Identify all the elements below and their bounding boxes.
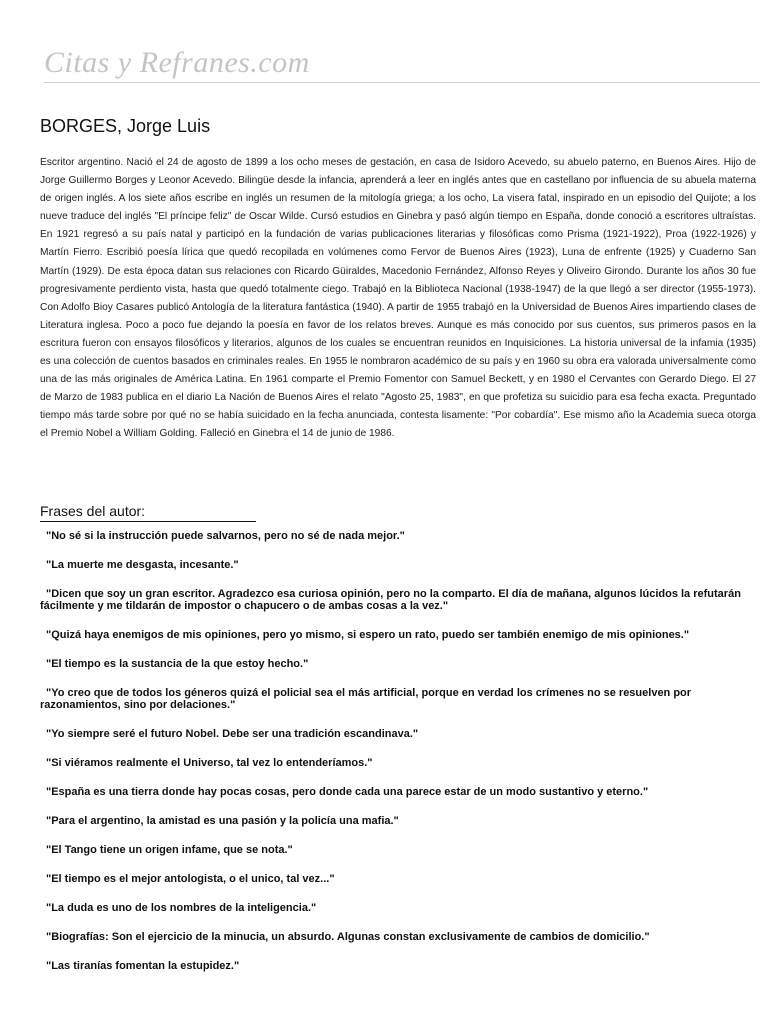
quote-item: "Para el argentino, la amistad es una pasión y la policía una mafia." [46, 815, 399, 827]
quote-item: "Si viéramos realmente el Universo, tal vez lo entenderíamos." [46, 757, 373, 769]
quote-item: "Dicen que soy un gran escritor. Agradezco esa curiosa opinión, pero no la comparto. El día de mañana, algunos lúcidos la refutarán fácilmente y me tildarán de impostor o chapucero o de ambas cosas a la vez." [40, 588, 741, 612]
author-biography: Escritor argentino. Nació el 24 de agosto de 1899 a los ocho meses de gestación, en casa de Isidoro Acevedo, su abuelo paterno, en Buenos Aires. Hijo de Jorge Guillermo Borges y Leonor Acevedo. Bilingüe desde la infancia, aprenderá a leer en inglés antes que en castellano por influencia de su abuela materna de origen inglés. A los siete años escribe en inglés un resumen de la mitología griega; a los ocho, La visera fatal, inspirado en un episodio del Quijote; a los nueve traduce del inglés "El príncipe feliz" de Oscar Wilde. Cursó estudios en Ginebra y pasó algún tiempo en España, donde conoció a escritores ultraístas. En 1921 regresó a su país natal y participó en la fundación de varias publicaciones literarias y filosóficas como Prisma (1921-1922), Proa (1922-1926) y Martín Fierro. Escribió poesía lírica que quedó recopilada en volúmenes como Fervor de Buenos Aires (1923), Luna de enfrente (1925) y Cuaderno San Martín (1929). De esta época datan sus relaciones con Ricardo Güiraldes, Macedonio Fernández, Alfonso Reyes y Oliveiro Girondo. Durante los años 30 fue progresivamente perdiento vista, hasta que quedó totalmente ciego. Trabajó en la Biblioteca Nacional (1938-1947) de la que llegó a ser director (1955-1973). Con Adolfo Bioy Casares publicó Antología de la literatura fantástica (1940). A partir de 1955 trabajó en la Universidad de Buenos Aires impartiendo clases de Literatura inglesa. Poco a poco fue dejando la poesía en favor de los relatos breves. Aunque es más conocido por sus cuentos, sus primeros pasos en la escritura fueron con ensayos filosóficos y literarios, algunos de los cuales se encuentran reunidos en Inquisiciones. La historia universal de la infamia (1935) es una colección de cuentos basados en criminales reales. En 1955 le nombraron académico de su país y en 1960 su obra era valorada universalmente como una de las más originales de América Latina. En 1961 comparte el Premio Fomentor con Samuel Beckett, y en 1980 el Cervantes con Gerardo Diego. El 27 de Marzo de 1983 publica en el diario La Nación de Buenos Aires el relato "Agosto 25, 1983", en que profetiza su suicidio para esa fecha exacta. Preguntado tiempo más tarde sobre por qué no se había suicidado en la fecha anunciada, contesta lisamente: "Por cobardía". Ese mismo año la Academia sueca otorga el Premio Nobel a William Golding. Falleció en Ginebra el 14 de junio de 1986. [40, 157, 756, 440]
quote-item: "España es una tierra donde hay pocas cosas, pero donde cada una parece estar de un modo sustantivo y eterno." [46, 786, 649, 798]
site-header [44, 44, 760, 83]
quote-item: "No sé si la instrucción puede salvarnos, pero no sé de nada mejor." [46, 530, 405, 542]
quote-item: "Biografías: Son el ejercicio de la minucia, un absurdo. Algunas constan exclusivamente de cambios de domicilio." [46, 931, 650, 943]
quote-item: "El tiempo es la sustancia de la que estoy hecho." [46, 658, 309, 670]
author-title: BORGES, Jorge Luis [40, 116, 211, 136]
quote-item: "La duda es uno de los nombres de la inteligencia." [46, 902, 317, 914]
quote-item: "Yo creo que de todos los géneros quizá el policial sea el más artificial, porque en verdad los crímenes no se resuelven por razonamientos, sino por delaciones." [40, 687, 692, 711]
site-logo[interactable]: Citas y Refranes.com [44, 46, 310, 79]
quote-item: "Las tiranías fomentan la estupidez." [46, 960, 240, 972]
quotes-heading: Frases del autor: [40, 503, 256, 522]
quote-item: "La muerte me desgasta, incesante." [46, 559, 239, 571]
quote-list [40, 530, 756, 989]
quote-item: "El tiempo es el mejor antologista, o el unico, tal vez..." [46, 873, 335, 885]
quote-item: "Quizá haya enemigos de mis opiniones, pero yo mismo, si espero un rato, puedo ser también enemigo de mis opiniones." [46, 629, 690, 641]
quote-item: "Yo siempre seré el futuro Nobel. Debe ser una tradición escandinava." [46, 728, 419, 740]
quote-item: "El Tango tiene un origen infame, que se nota." [46, 844, 293, 856]
